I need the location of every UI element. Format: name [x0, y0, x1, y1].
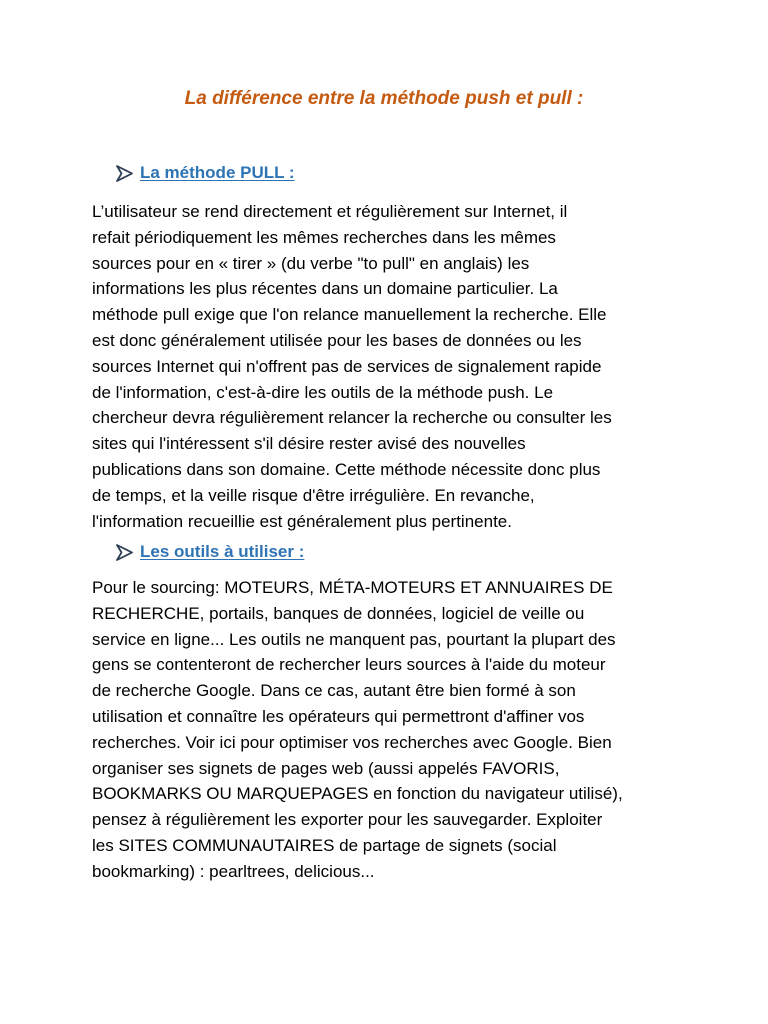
paragraph-pull: [92, 199, 692, 534]
text-line: bookmarking) : pearltrees, delicious...: [92, 861, 375, 881]
text-line: service en ligne... Les outils ne manquent pas, pourtant la plupart des: [92, 629, 616, 649]
text-line: gens se contenteront de rechercher leurs sources à l'aide du moteur: [92, 655, 606, 675]
text-line: L’utilisateur se rend directement et régulièrement sur Internet, il: [92, 202, 568, 221]
text-line: sources pour en « tirer » (du verbe "to pull" en anglais) les: [92, 253, 530, 273]
paragraph-tools: [92, 575, 692, 885]
section-heading-pull: [116, 163, 295, 183]
text-line: de temps, et la veille risque d'être irrégulière. En revanche,: [92, 485, 535, 505]
text-line: publications dans son domaine. Cette méthode nécessite donc plus: [92, 459, 601, 479]
text-line: refait périodiquement les mêmes recherches dans les mêmes: [92, 227, 556, 247]
arrow-bullet-icon: [116, 544, 133, 561]
text-line: RECHERCHE, portails, banques de données, logiciel de veille ou: [92, 603, 585, 623]
text-line: utilisation et connaître les opérateurs qui permettront d'affiner vos: [92, 706, 585, 726]
text-line: Pour le sourcing: MOTEURS, MÉTA-MOTEURS ET ANNUAIRES DE: [92, 578, 613, 597]
text-line: les SITES COMMUNAUTAIRES de partage de signets (social: [92, 835, 557, 855]
text-line: informations les plus récentes dans un domaine particulier. La: [92, 279, 558, 299]
arrow-bullet-icon: [116, 165, 133, 182]
text-line: de l'information, c'est-à-dire les outils de la méthode push. Le: [92, 382, 554, 402]
text-line: BOOKMARKS OU MARQUEPAGES en fonction du navigateur utilisé),: [92, 784, 623, 804]
text-line: est donc généralement utilisée pour les bases de données ou les: [92, 330, 582, 350]
section-heading-label: La méthode PULL :: [140, 163, 295, 182]
text-line: organiser ses signets de pages web (aussi appelés FAVORIS,: [92, 758, 560, 778]
text-line: sources Internet qui n'offrent pas de services de signalement rapide: [92, 356, 602, 376]
text-line: méthode pull exige que l'on relance manuellement la recherche. Elle: [92, 305, 607, 325]
text-line: chercheur devra régulièrement relancer la recherche ou consulter les: [92, 408, 612, 428]
document-title: La différence entre la méthode push et pull :: [184, 88, 584, 109]
text-line: recherches. Voir ici pour optimiser vos recherches avec Google. Bien: [92, 732, 612, 752]
text-line: sites qui l'intéressent s'il désire rester avisé des nouvelles: [92, 434, 526, 454]
section-heading-label: Les outils à utiliser :: [140, 542, 305, 561]
text-line: de recherche Google. Dans ce cas, autant être bien formé à son: [92, 681, 576, 701]
text-line: l'information recueillie est généralement plus pertinente.: [92, 511, 512, 531]
section-heading-tools: [116, 542, 304, 562]
text-line: pensez à régulièrement les exporter pour les sauvegarder. Exploiter: [92, 810, 603, 830]
